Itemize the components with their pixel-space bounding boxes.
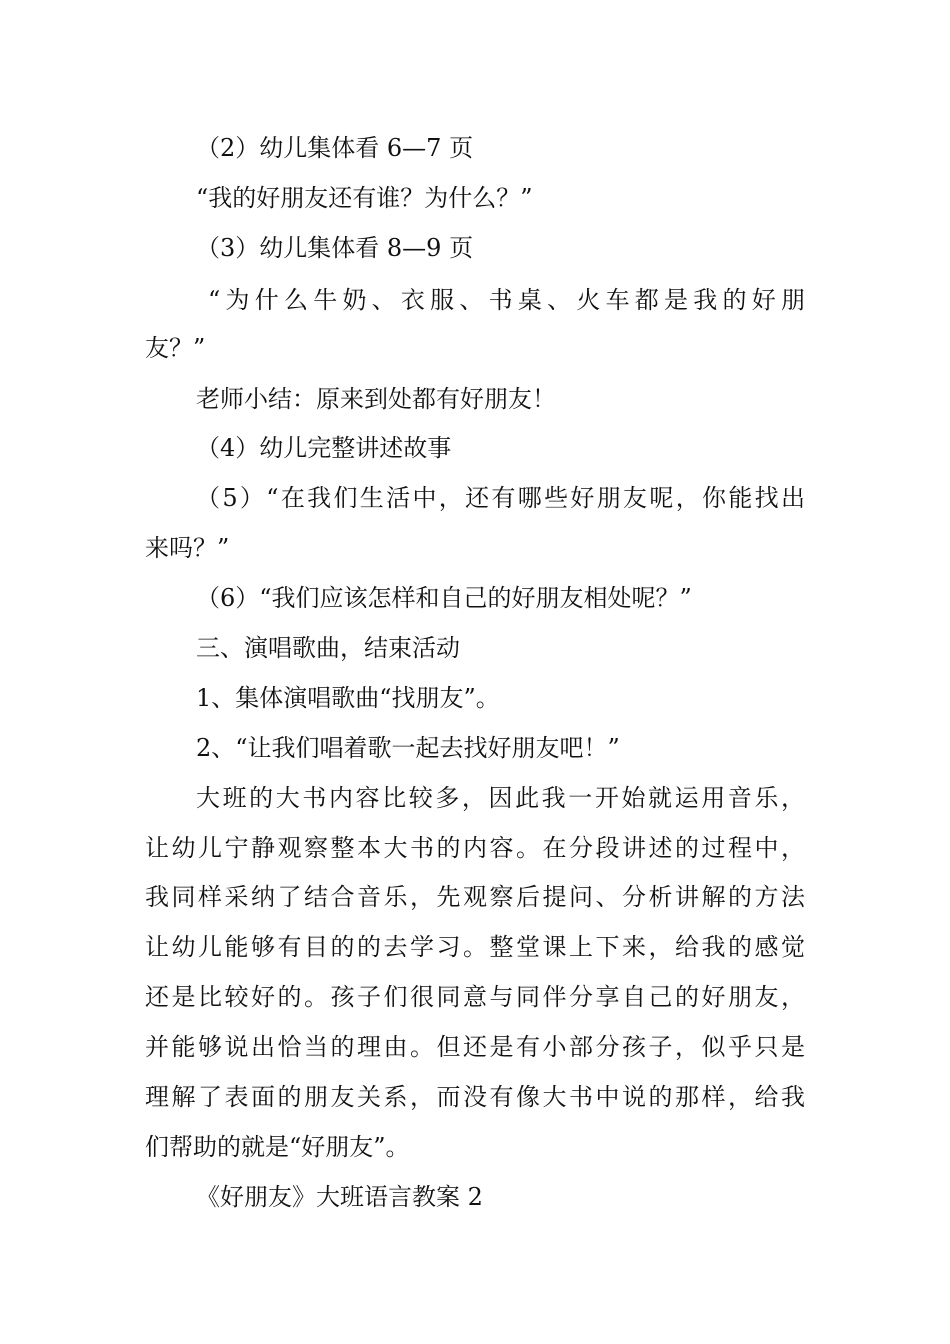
text-line: 三、演唱歌曲，结束活动: [196, 634, 460, 662]
text-line: （2）幼儿集体看 6—7 页: [196, 134, 474, 162]
text-line: （5）“在我们生活中，还有哪些好朋友呢，你能找出: [196, 484, 805, 512]
text-line: （6）“我们应该怎样和自己的好朋友相处呢？”: [196, 584, 692, 612]
text-line: （3）幼儿集体看 8—9 页: [196, 234, 474, 262]
text-line: 理解了表面的朋友关系，而没有像大书中说的那样，给我: [145, 1083, 805, 1111]
text-line: 还是比较好的。孩子们很同意与同伴分享自己的好朋友，: [145, 983, 805, 1011]
text-line: 友？”: [145, 334, 206, 362]
text-line: （4）幼儿完整讲述故事: [196, 434, 452, 462]
text-line: 来吗？”: [145, 534, 230, 562]
text-line: “为什么牛奶、衣服、书桌、火车都是我的好朋: [208, 286, 805, 314]
text-line: 1、集体演唱歌曲“找朋友”。: [196, 684, 500, 712]
text-line: 们帮助的就是“好朋友”。: [145, 1133, 410, 1161]
text-line: “我的好朋友还有谁？为什么？”: [196, 184, 533, 212]
text-line: 并能够说出恰当的理由。但还是有小部分孩子，似乎只是: [145, 1033, 805, 1061]
text-line: 大班的大书内容比较多，因此我一开始就运用音乐，: [196, 784, 805, 812]
text-line: 2、“让我们唱着歌一起去找好朋友吧！”: [196, 734, 620, 762]
text-line: 我同样采纳了结合音乐，先观察后提问、分析讲解的方法: [145, 883, 805, 911]
section-heading: 《好朋友》大班语言教案 2: [196, 1183, 483, 1211]
text-line: 让幼儿宁静观察整本大书的内容。在分段讲述的过程中，: [145, 834, 805, 862]
text-line: 老师小结：原来到处都有好朋友！: [196, 385, 556, 413]
text-line: 让幼儿能够有目的的去学习。整堂课上下来，给我的感觉: [145, 933, 805, 961]
